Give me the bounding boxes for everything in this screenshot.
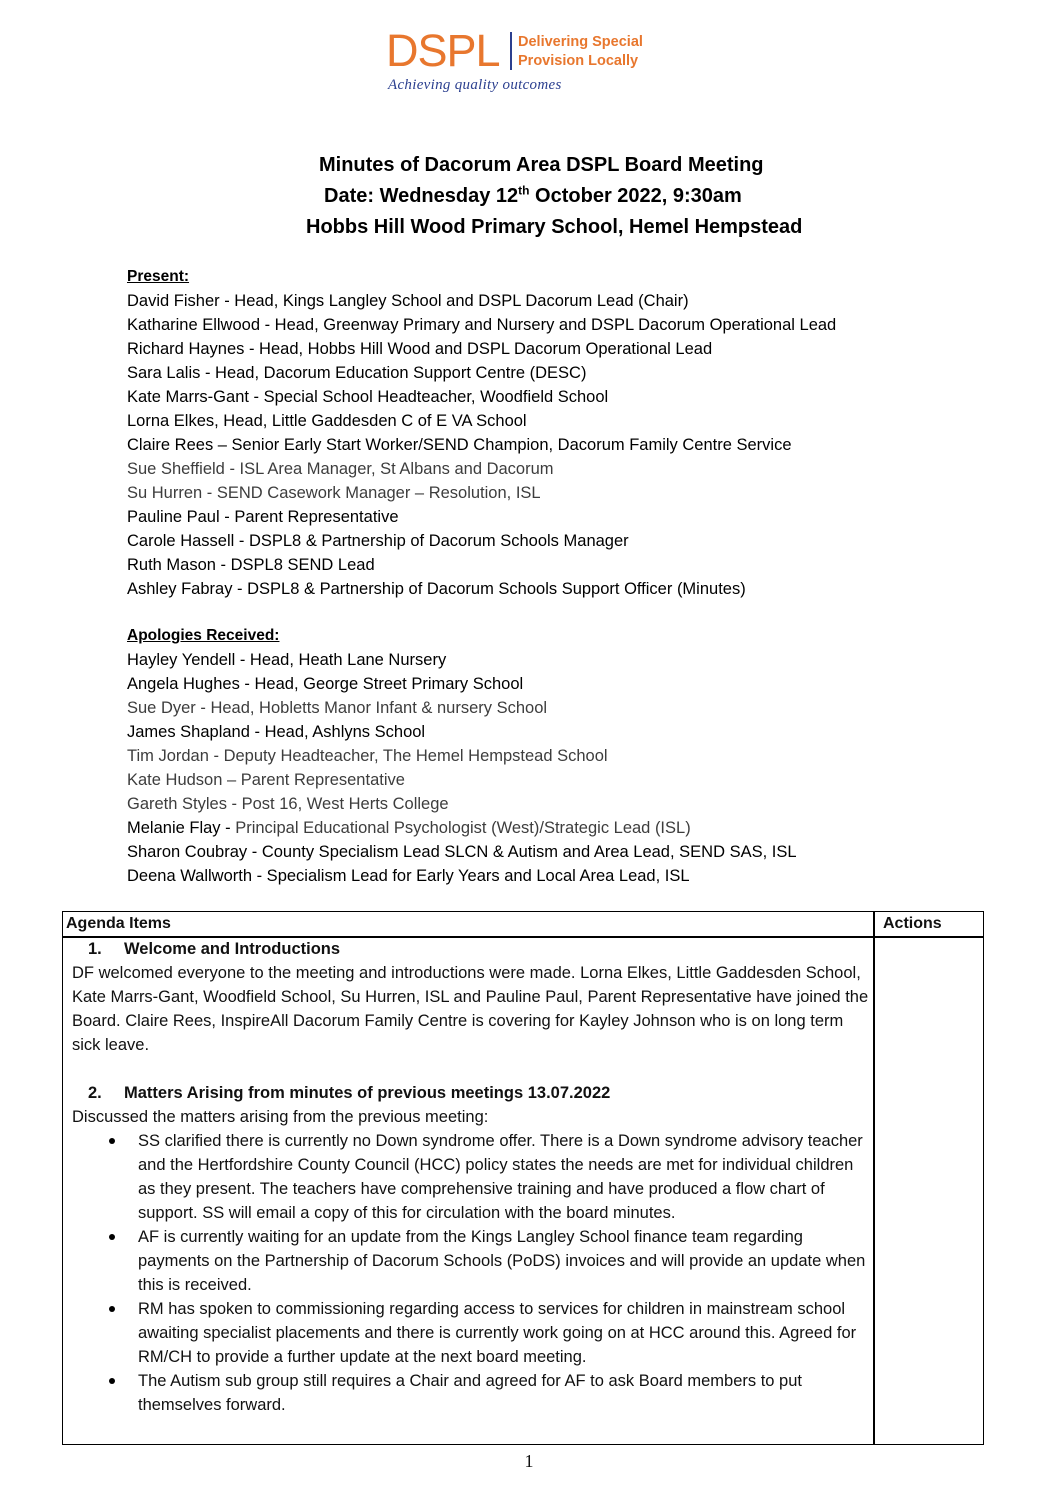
present-entry: Sue Sheffield - ISL Area Manager, St Albans and Dacorum (127, 460, 554, 478)
bullet-icon (109, 1234, 115, 1240)
apology-entry (127, 816, 797, 840)
present-heading: Present: (127, 268, 190, 285)
present-entry: David Fisher - Head, Kings Langley School and DSPL Dacorum Lead (Chair) (127, 292, 689, 310)
present-list (127, 265, 836, 601)
title-date-prefix: Date: Wednesday 12 (324, 185, 519, 207)
section-number: 1. (88, 940, 102, 958)
apology-entry: Sue Dyer - Head, Hobletts Manor Infant & nursery School (127, 699, 548, 717)
section-1-title (72, 937, 870, 961)
apology-role: Principal Educational Psychologist (West)/Strategic Lead (ISL) (235, 819, 691, 837)
apologies-heading: Apologies Received: (127, 627, 280, 644)
bullet-icon (109, 1378, 115, 1384)
table-column-divider (873, 912, 875, 1444)
title-line-2 (324, 181, 742, 212)
present-entry: Sara Lalis - Head, Dacorum Education Support Centre (DESC) (127, 364, 587, 382)
apology-entry: Deena Wallworth - Specialism Lead for Early Years and Local Area Lead, ISL (127, 867, 690, 885)
logo-tagline-line1: Delivering Special (518, 34, 643, 50)
present-entry: Pauline Paul - Parent Representative (127, 508, 399, 526)
list-item-text: AF is currently waiting for an update from the Kings Langley School finance team regarding payments on the Partnership of Dacorum Schools (PoDS) invoices and will provide an update when this is received. (138, 1228, 866, 1294)
apology-entry: Tim Jordan - Deputy Headteacher, The Hemel Hempstead School (127, 747, 608, 765)
agenda-items-header: Agenda Items (66, 915, 171, 932)
apology-entry: Kate Hudson – Parent Representative (127, 771, 405, 789)
bullet-icon (109, 1306, 115, 1312)
apology-entry: James Shapland - Head, Ashlyns School (127, 723, 426, 741)
bullet-icon (109, 1138, 115, 1144)
title-line-1: Minutes of Dacorum Area DSPL Board Meeting (319, 154, 764, 176)
apology-entry: Gareth Styles - Post 16, West Herts College (127, 795, 449, 813)
apology-entry: Hayley Yendell - Head, Heath Lane Nursery (127, 651, 447, 669)
list-item-text: SS clarified there is currently no Down syndrome offer. There is a Down syndrome advisory teacher and the Hertfordshire County Council (HCC) policy states the needs are met for individual children as they present. The teachers have comprehensive training and have produced a flow chart of support. SS will email a copy of this for circulation with the board minutes. (138, 1132, 863, 1222)
present-entry: Claire Rees – Senior Early Start Worker/SEND Champion, Dacorum Family Centre Service (127, 436, 792, 454)
title-date-suffix: October 2022, 9:30am (529, 185, 742, 207)
logo-wordmark: DSPL (386, 25, 500, 76)
present-entry: Su Hurren - SEND Casework Manager – Resolution, ISL (127, 484, 541, 502)
present-entry: Kate Marrs-Gant - Special School Headteacher, Woodfield School (127, 388, 609, 406)
logo-tagline (518, 33, 643, 71)
logo-divider (510, 32, 512, 70)
title-line-3: Hobbs Hill Wood Primary School, Hemel Hempstead (306, 216, 803, 238)
present-entry: Katharine Ellwood - Head, Greenway Primary and Nursery and DSPL Dacorum Operational Lead (127, 316, 837, 334)
list-item (72, 1225, 870, 1297)
list-item-text: RM has spoken to commissioning regarding access to services for children in mainstream school awaiting specialist placements and there is currently work going on at HCC around this. Agreed for RM/CH to provide a further update at the next board meeting. (138, 1300, 857, 1366)
section-number: 2. (88, 1084, 102, 1102)
section-title-text: Matters Arising from minutes of previous meetings 13.07.2022 (124, 1084, 611, 1102)
list-item-text: The Autism sub group still requires a Chair and agreed for AF to ask Board members to put themselves forward. (138, 1372, 802, 1414)
apologies-list (127, 624, 797, 888)
dspl-logo (386, 25, 676, 100)
section-title-text: Welcome and Introductions (124, 940, 341, 958)
list-item (72, 1369, 870, 1417)
list-item (72, 1297, 870, 1369)
agenda-table (62, 911, 984, 1445)
actions-header: Actions (883, 915, 942, 932)
logo-slogan: Achieving quality outcomes (388, 77, 562, 93)
logo-tagline-line2: Provision Locally (518, 53, 639, 69)
present-entry: Carole Hassell - DSPL8 & Partnership of Dacorum Schools Manager (127, 532, 629, 550)
present-entry: Ruth Mason - DSPL8 SEND Lead (127, 556, 375, 574)
spacer (72, 1057, 870, 1081)
section-2-title (72, 1081, 870, 1105)
apology-name: Melanie Flay - (127, 819, 236, 837)
present-entry: Ashley Fabray - DSPL8 & Partnership of Dacorum Schools Support Officer (Minutes) (127, 580, 746, 598)
section-1-text: DF welcomed everyone to the meeting and introductions were made. Lorna Elkes, Little Gaddesden School, Kate Marrs-Gant, Woodfield School, Su Hurren, ISL and Pauline Paul, Parent Representative have joined the Board. Claire Rees, InspireAll Dacorum Family Centre is covering for Kayley Johnson who is on long term sick leave. (72, 964, 869, 1054)
page-number: 1 (524, 1451, 534, 1471)
present-entry: Richard Haynes - Head, Hobbs Hill Wood and DSPL Dacorum Operational Lead (127, 340, 713, 358)
matters-arising-list (72, 1129, 870, 1417)
section-2-intro: Discussed the matters arising from the previous meeting: (72, 1108, 489, 1126)
list-item (72, 1129, 870, 1225)
title-date-ordinal: th (518, 183, 530, 198)
present-entry: Lorna Elkes, Head, Little Gaddesden C of E VA School (127, 412, 527, 430)
agenda-body (72, 937, 870, 1417)
apology-entry: Angela Hughes - Head, George Street Primary School (127, 675, 524, 693)
apology-entry: Sharon Coubray - County Specialism Lead SLCN & Autism and Area Lead, SEND SAS, ISL (127, 843, 797, 861)
